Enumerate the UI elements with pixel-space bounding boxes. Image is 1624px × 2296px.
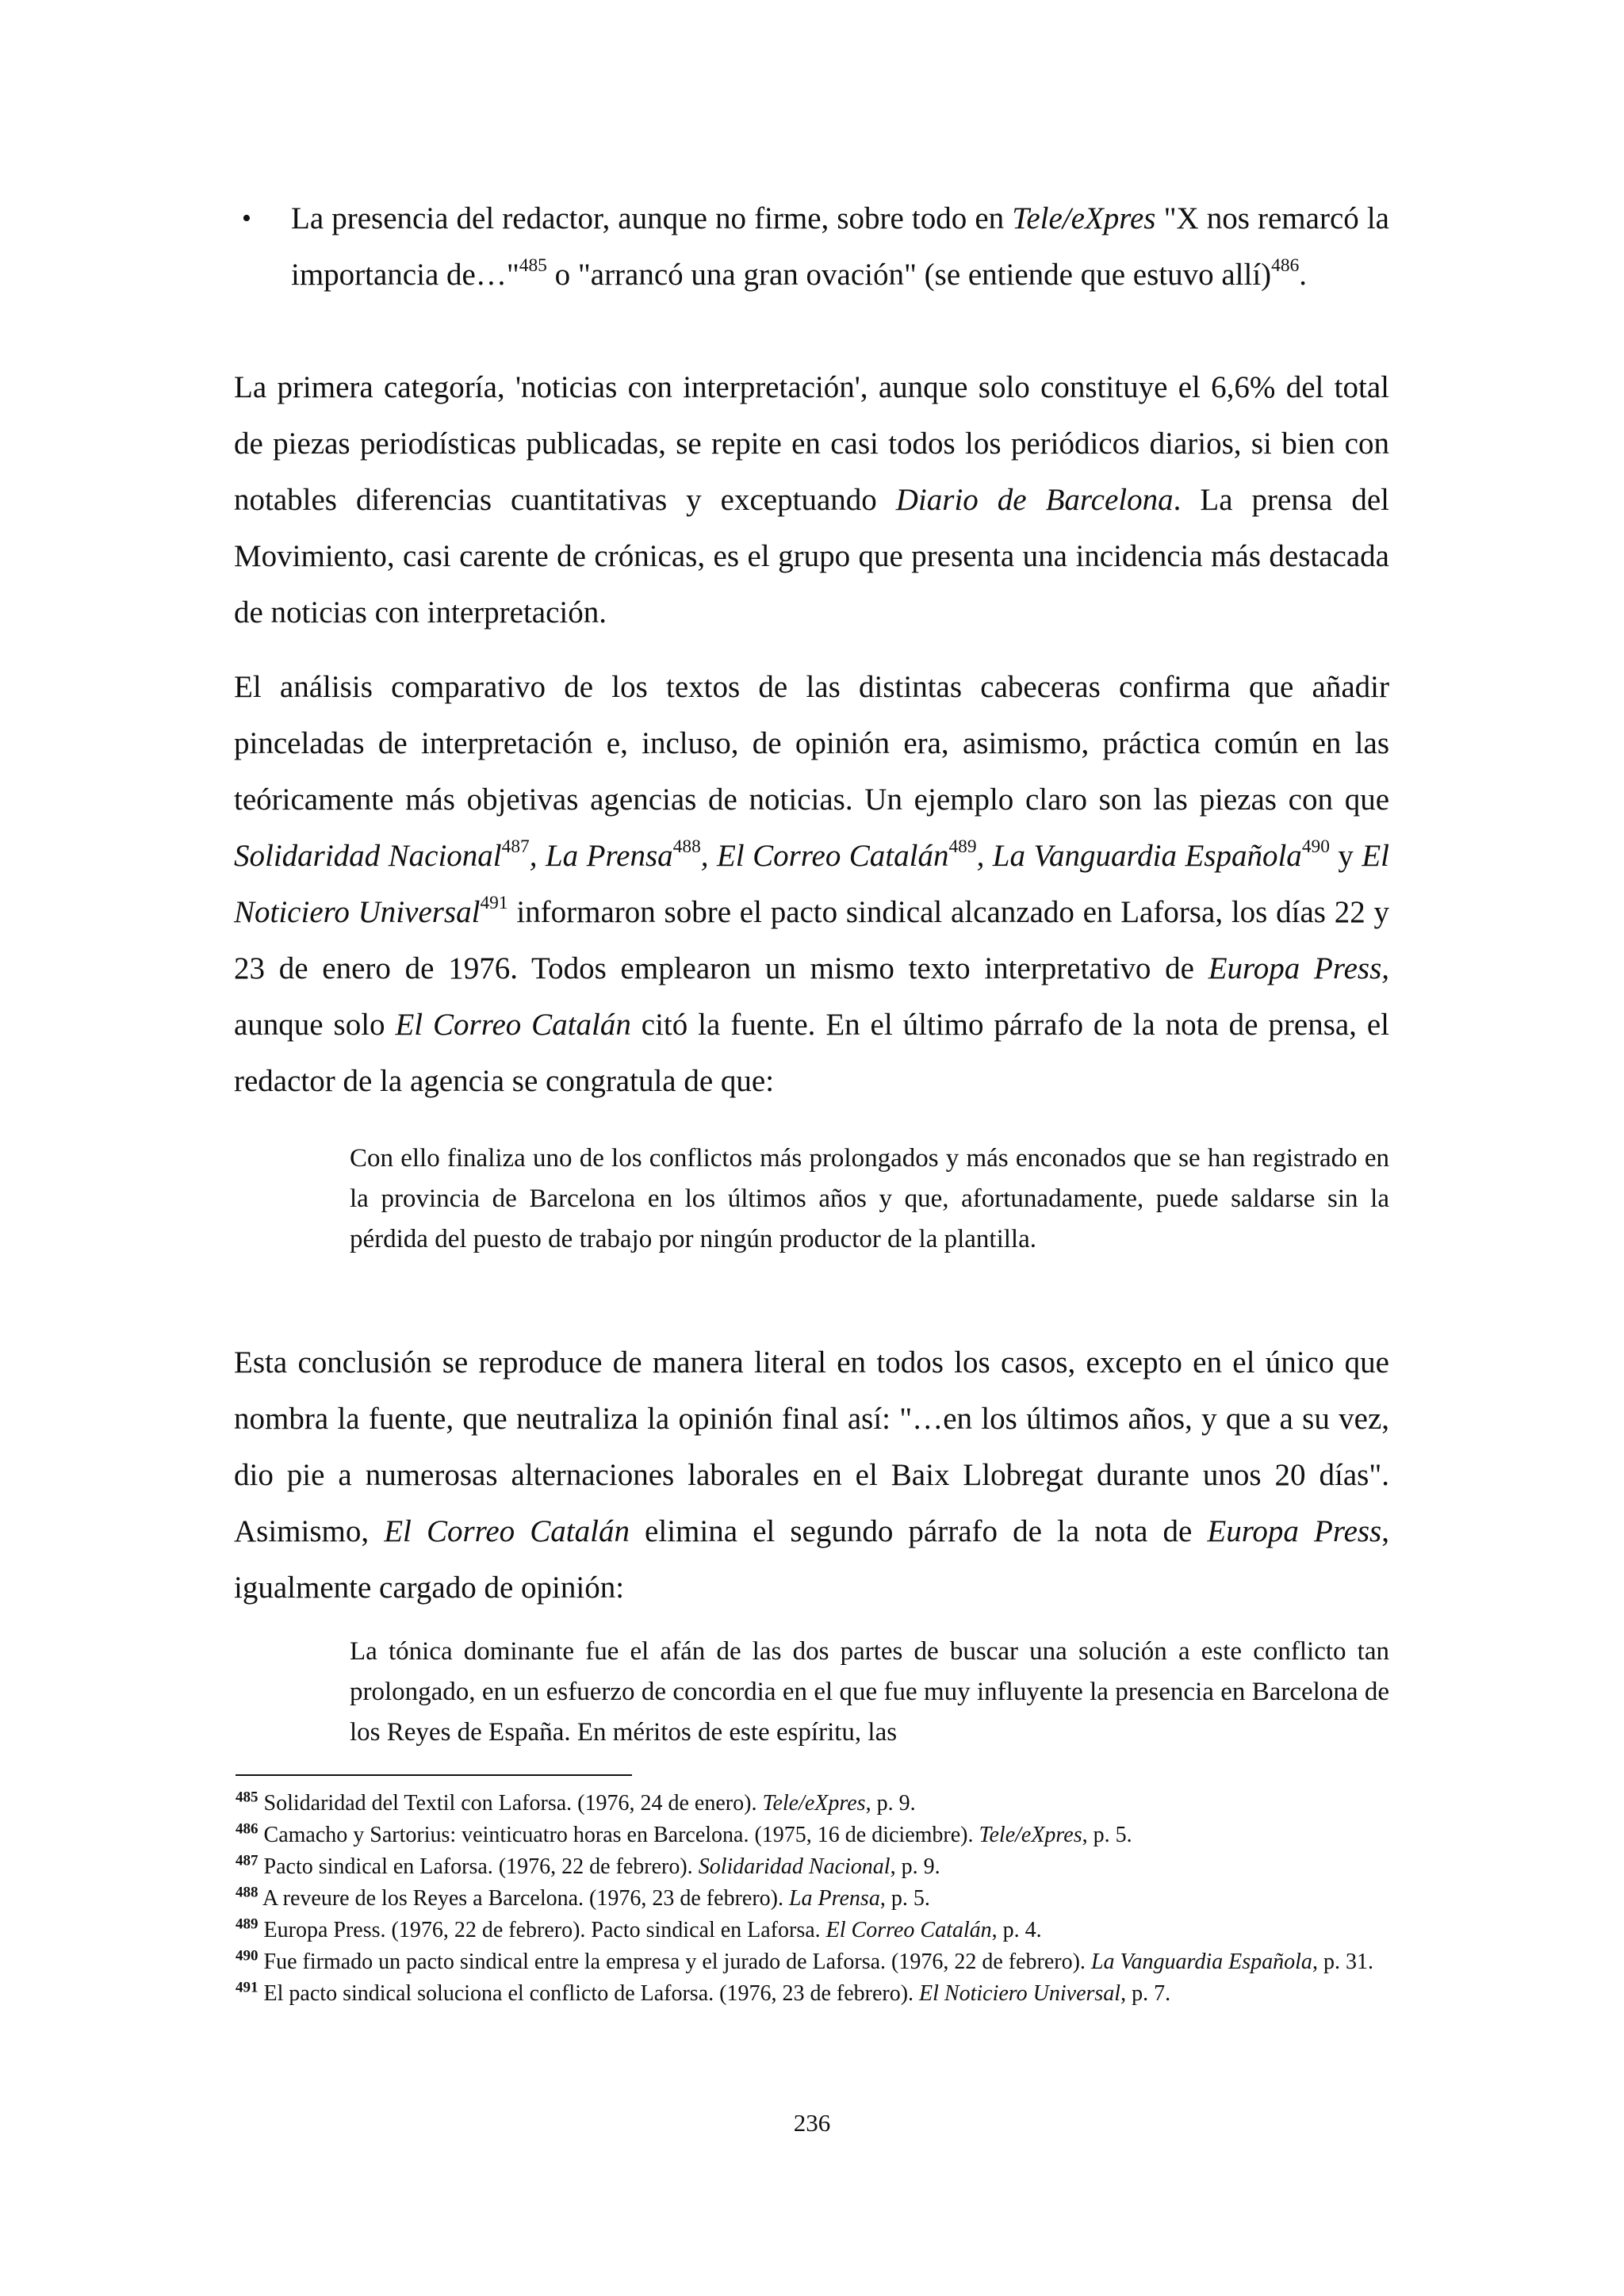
footnote-number: 487 bbox=[236, 1852, 259, 1869]
footnote-number: 488 bbox=[236, 1884, 259, 1901]
publication-name: El Correo Catalán bbox=[395, 1008, 631, 1042]
page-number: 236 bbox=[793, 2109, 831, 2137]
footnote-ref-485[interactable]: 485 bbox=[519, 254, 547, 276]
footnote-page: , p. 7. bbox=[1120, 1981, 1171, 2006]
text-run: Esta conclusión se reproduce de manera literal en todos los casos, excepto en el único que nombra la fuente, que neutraliza la opinión final así: "…en los últimos años, y que a su vez, dio pie a numerosas alternaciones laborales en el Baix Llobregat durante unos 20 días". Asimismo, bbox=[234, 1345, 1389, 1548]
footnote-text: El pacto sindical soluciona el conflicto de Laforsa. (1976, 23 de febrero). bbox=[258, 1981, 920, 2006]
publication-name: Solidaridad Nacional bbox=[234, 839, 502, 873]
footnote-source: Tele/eXpres bbox=[979, 1823, 1082, 1847]
publication-name: , La Vanguardia Española bbox=[976, 839, 1302, 873]
footnotes bbox=[236, 1790, 1389, 2012]
text-run: . bbox=[1299, 258, 1308, 292]
publication-name: , La Prensa bbox=[529, 839, 673, 873]
paragraph-2 bbox=[234, 659, 1389, 1109]
publication-name: Europa Press bbox=[1207, 1514, 1382, 1548]
footnote-source: La Vanguardia Española bbox=[1090, 1950, 1312, 1974]
text-run: La primera categoría, 'noticias con interpretación', aunque solo constituye el 6,6% del total de piezas periodísticas publicadas, se repite en casi todos los periódicos diarios, si bien con notables diferencias cuantitativas y exceptuando bbox=[234, 370, 1389, 517]
footnote-text: Pacto sindical en Laforsa. (1976, 22 de febrero). bbox=[258, 1854, 699, 1879]
footnote-text: Camacho y Sartorius: veinticuatro horas en Barcelona. (1975, 16 de diciembre). bbox=[258, 1823, 979, 1847]
text-run: "X nos remarcó la importancia de…" bbox=[291, 201, 1389, 292]
text-run: . La prensa del Movimiento, casi carente de crónicas, es el grupo que presenta una incidencia más destacada de noticias con interpretación. bbox=[234, 483, 1389, 629]
block-quote-1: Con ello finaliza uno de los conflictos más prolongados y más enconados que se han registrado en la provincia de Barcelona en los últimos años y que, afortunadamente, puede saldarse sin la pérdida del puesto de trabajo por ningún productor de la plantilla. bbox=[350, 1144, 1389, 1253]
bullet-marker: • bbox=[242, 204, 251, 233]
footnote-page: , p. 5. bbox=[1082, 1823, 1132, 1847]
footnote-number: 491 bbox=[236, 1979, 259, 1996]
footnote-486 bbox=[236, 1822, 1389, 1848]
footnote-487 bbox=[236, 1854, 1389, 1880]
footnote-488 bbox=[236, 1885, 1389, 1911]
bullet-list-item bbox=[234, 190, 1389, 303]
footnote-number: 485 bbox=[236, 1789, 259, 1806]
footnote-489 bbox=[236, 1917, 1389, 1943]
footnote-number: 486 bbox=[236, 1820, 259, 1838]
footnote-ref-489[interactable]: 489 bbox=[948, 836, 977, 857]
text-run: citó la fuente. En el último párrafo de la nota de prensa, el redactor de la agencia se congratula de que: bbox=[234, 1008, 1389, 1098]
footnote-text: Europa Press. (1976, 22 de febrero). Pacto sindical en Laforsa. bbox=[258, 1918, 826, 1942]
footnote-page: , p. 5. bbox=[879, 1886, 930, 1911]
publication-name: Europa Press, bbox=[1208, 951, 1389, 985]
block-quote-2: La tónica dominante fue el afán de las dos partes de buscar una solución a este conflicto tan prolongado, en un esfuerzo de concordia en el que fue muy influyente la presencia en Barcelona de los Reyes de España. En méritos de este espíritu, las bbox=[350, 1637, 1389, 1747]
publication-name: Diario de Barcelona bbox=[895, 483, 1174, 517]
footnote-source: El Correo Catalán bbox=[825, 1918, 992, 1942]
footnote-text: Fue firmado un pacto sindical entre la empresa y el jurado de Laforsa. (1976, 22 de febrero). bbox=[258, 1950, 1091, 1974]
footnote-page: , p. 9. bbox=[865, 1791, 916, 1816]
text-run: , igualmente cargado de opinión: bbox=[234, 1514, 1389, 1605]
footnote-page: , p. 4. bbox=[991, 1918, 1042, 1942]
footnote-text: Solidaridad del Textil con Laforsa. (1976, 24 de enero). bbox=[258, 1791, 763, 1816]
footnote-490 bbox=[236, 1949, 1389, 1975]
footnote-ref-488[interactable]: 488 bbox=[672, 836, 701, 857]
paragraph-3 bbox=[234, 1334, 1389, 1616]
text-run: o "arrancó una gran ovación" (se entiende que estuvo allí) bbox=[546, 258, 1272, 292]
footnote-ref-491[interactable]: 491 bbox=[480, 892, 508, 913]
text-run: y bbox=[1329, 839, 1362, 873]
footnote-source: Solidaridad Nacional bbox=[698, 1854, 891, 1879]
footnote-485 bbox=[236, 1790, 1389, 1816]
footnote-491 bbox=[236, 1980, 1389, 2007]
footnote-ref-486[interactable]: 486 bbox=[1271, 254, 1300, 276]
text-run: elimina el segundo párrafo de la nota de bbox=[629, 1514, 1208, 1548]
publication-name: El Noticiero Universal bbox=[234, 839, 1390, 929]
footnote-separator bbox=[236, 1774, 632, 1776]
footnote-page: , p. 31. bbox=[1312, 1950, 1373, 1974]
publication-name: El Correo Catalán bbox=[384, 1514, 630, 1548]
footnote-number: 490 bbox=[236, 1947, 259, 1965]
text-run: La presencia del redactor, aunque no firme, sobre todo en bbox=[291, 201, 1013, 235]
footnote-ref-490[interactable]: 490 bbox=[1301, 836, 1330, 857]
bullet-text bbox=[291, 190, 1389, 303]
publication-name: , El Correo Catalán bbox=[700, 839, 949, 873]
footnote-text: A reveure de los Reyes a Barcelona. (1976, 23 de febrero). bbox=[258, 1886, 789, 1911]
publication-name: Tele/eXpres bbox=[1012, 201, 1156, 235]
text-run: aunque solo bbox=[234, 1008, 396, 1042]
paragraph-1 bbox=[234, 359, 1389, 641]
text-run: El análisis comparativo de los textos de las distintas cabeceras confirma que añadir pinceladas de interpretación e, incluso, de opinión era, asimismo, práctica común en las teóricamente más objetivas agencias de noticias. Un ejemplo claro son las piezas con que bbox=[234, 670, 1389, 817]
footnote-page: , p. 9. bbox=[890, 1854, 940, 1879]
footnote-source: El Noticiero Universal bbox=[919, 1981, 1121, 2006]
footnote-ref-487[interactable]: 487 bbox=[501, 836, 530, 857]
text-run: informaron sobre el pacto sindical alcanzado en Laforsa, los días 22 y 23 de enero de 1976. Todos emplearon un mismo texto interpretativo de bbox=[234, 895, 1389, 985]
footnote-source: Tele/eXpres bbox=[762, 1791, 866, 1816]
footnote-number: 489 bbox=[236, 1915, 259, 1933]
footnote-source: La Prensa bbox=[788, 1886, 880, 1911]
